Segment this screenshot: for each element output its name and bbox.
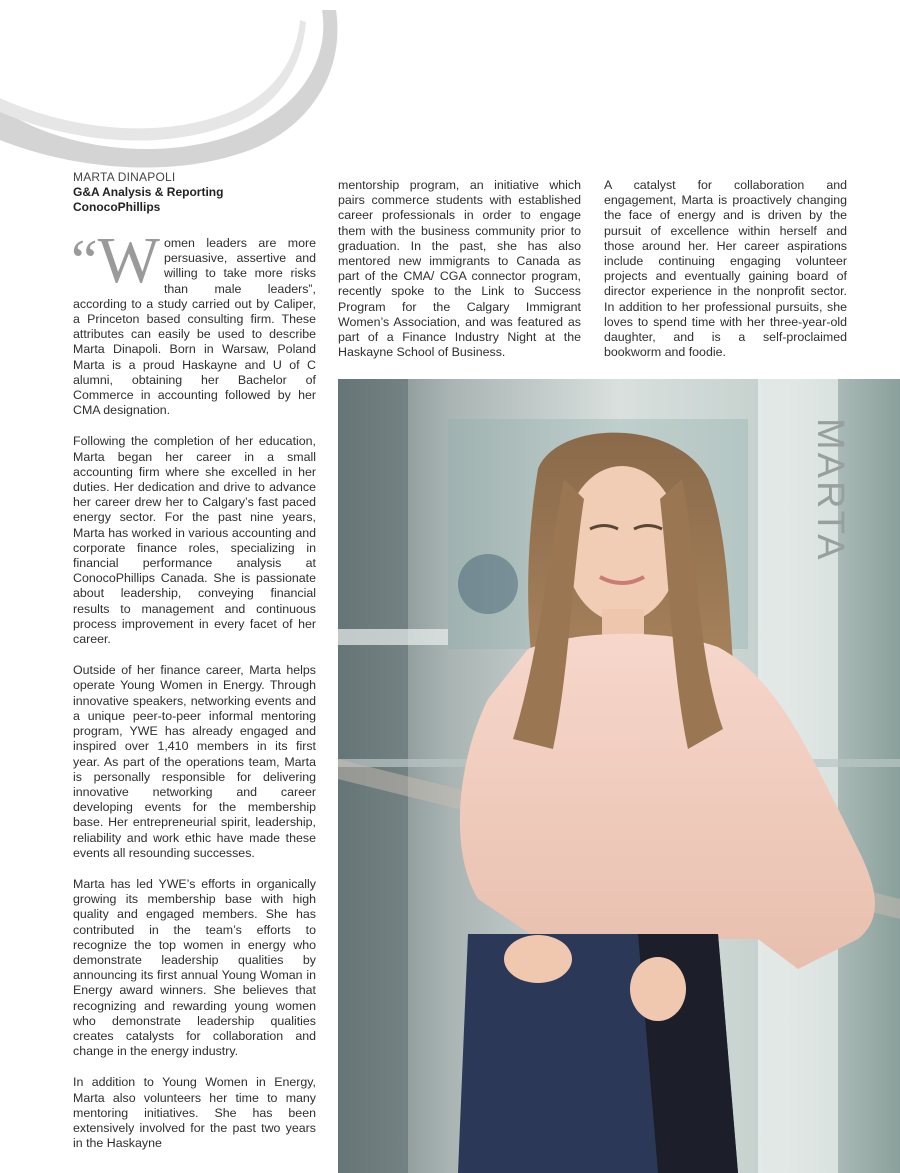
vertical-name-label: MARTA [809,418,851,563]
drop-cap-quote: “ [71,228,98,294]
author-byline [73,170,223,215]
article-paragraph: Outside of her finance career, Marta helps operate Young Women in Energy. Through innovative speakers, networking events and a unique peer-to-peer informal mentoring program, YWE has already engaged and inspired over 1,410 members in its first year. As part of the operations team, Marta is personally responsible for delivering innovative networking and career developing events for the membership base. Her entrepreneurial spirit, leadership, reliability and work ethic have made these events all resounding successes. [73,663,316,860]
article-paragraph: A catalyst for collaboration and engagement, Marta is proactively changing the face of energy and is driven by the pursuit of excellence within herself and those around her. Her career aspirations include continuing engaging volunteer projects and eventually gaining board of director experience in the nonprofit sector. In addition to her professional pursuits, she loves to spend time with her three-year-old daughter, and is a self-proclaimed bookworm and foodie. [604,178,847,360]
article-column-3 [604,178,847,376]
drop-cap [71,224,160,297]
brush-stroke-graphic [0,0,360,180]
article-paragraph: Following the completion of her education, Marta began her career in a small accounting firm where she excelled in her duties. Her dedication and drive to advance her career drew her to Calgary’s fast paced energy sector. For the past nine years, Marta has worked in various accounting and corporate finance roles, specializing in financial performance analysis at ConocoPhillips Canada. She is passionate about leadership, conveying financial results to management and continuous process improvement in every facet of her career. [73,434,316,647]
paragraph-text: omen leaders are more persuasive, assertive and willing to take more risks than male leaders”, according to a study carried out by Caliper, a Princeton based consulting firm. These attributes can easily be used to describe Marta Dinapoli. Born in Warsaw, Poland Marta is a proud Haskayne and U of C alumni, obtaining her Bachelor of Commerce in accounting followed by her CMA designation. [73,236,316,418]
article-paragraph: Marta has led YWE’s efforts in organically growing its membership base with high quality and engaged members. She has contributed in the team’s efforts to recognize the top women in energy who demonstrate leadership qualities by announcing its first annual Young Woman in Energy award winners. She believes that recognizing and rewarding young women who demonstrate leadership qualities creates catalysts for collaboration and change in the energy industry. [73,876,316,1059]
author-name: MARTA DINAPOLI [73,170,176,184]
article-paragraph: In addition to Young Women in Energy, Marta also volunteers her time to many mentoring initiatives. She has been extensively involved for the past two years in the Haskayne [73,1075,316,1151]
article-column-1 [71,224,316,1167]
author-role: G&A Analysis & Reporting [73,185,224,199]
article-column-2 [338,178,581,376]
article-paragraph [71,224,316,418]
article-paragraph: mentorship program, an initiative which pairs commerce students with established career professionals in order to engage them with the business community prior to graduation. In the past, she has also mentored new immigrants to Canada as part of the CMA/ CGA connector program, recently spoke to the Link to Success Program for the Calgary Immigrant Women’s Association, and was featured as part of a Finance Industry Night at the Haskayne School of Business. [338,178,581,360]
drop-cap-letter: W [97,224,160,297]
author-company: ConocoPhillips [73,200,161,214]
